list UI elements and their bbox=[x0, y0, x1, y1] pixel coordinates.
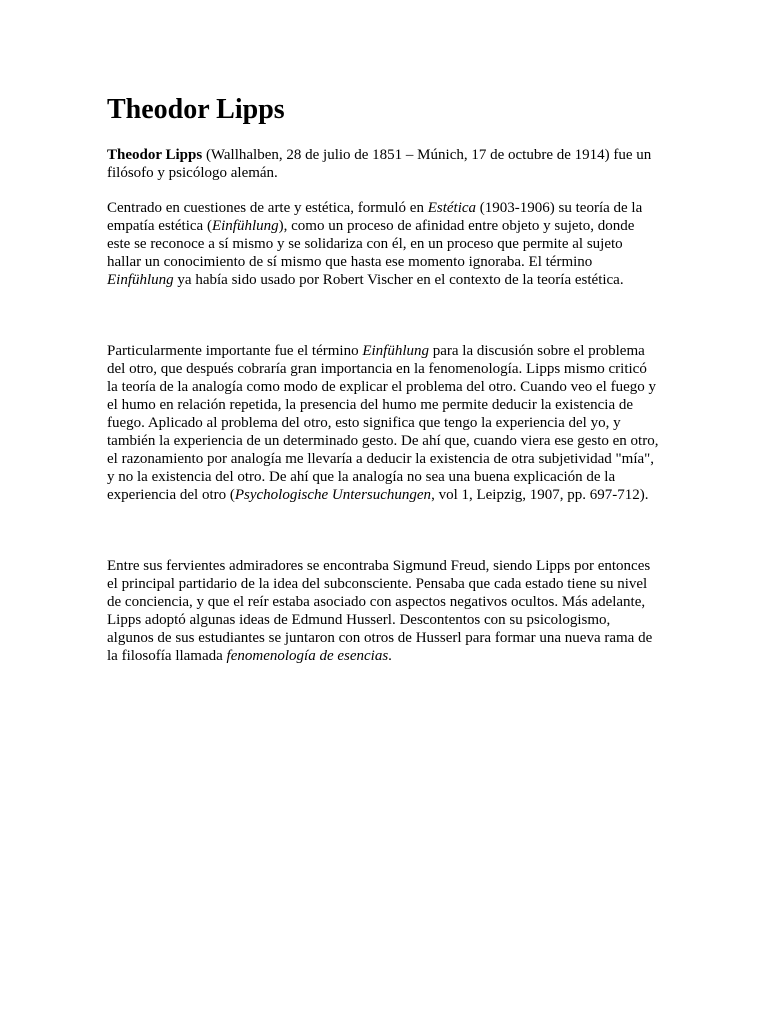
italic-term: Psychologische Untersuchungen bbox=[234, 487, 432, 503]
page-title: Theodor Lipps bbox=[107, 94, 285, 125]
text-line: algunos de sus estudiantes se juntaron con otros de Husserl para formar una nueva rama de bbox=[107, 630, 653, 646]
text-run: . bbox=[388, 648, 392, 664]
text-line bbox=[107, 342, 667, 360]
text-line bbox=[107, 647, 667, 665]
text-line: Entre sus fervientes admiradores se encontraba Sigmund Freud, siendo Lipps por entonces bbox=[107, 558, 651, 574]
text-run: (1903-1906) su teoría de la bbox=[476, 200, 643, 216]
italic-term: fenomenología de esencias bbox=[226, 648, 389, 664]
subject-name: Theodor Lipps bbox=[107, 147, 203, 163]
text-line: la teoría de la analogía como modo de explicar el problema del otro. Cuando veo el fuego y bbox=[107, 379, 656, 395]
text-run: experiencia del otro ( bbox=[107, 487, 235, 503]
text-run: ya había sido usado por Robert Vischer en el contexto de la teoría estética. bbox=[173, 272, 624, 288]
italic-term: Einfühlung bbox=[107, 272, 174, 288]
text-line: el humo en relación repetida, la presencia del humo me permite deducir la existencia de bbox=[107, 397, 634, 413]
text-run: Centrado en cuestiones de arte y estética, formuló en bbox=[107, 200, 428, 216]
text-run: ), como un proceso de afinidad entre objeto y sujeto, donde bbox=[278, 218, 635, 234]
text-run: (Wallhalben, 28 de julio de 1851 – Múnich, 17 de octubre de 1914) fue un bbox=[202, 147, 652, 163]
text-line: y no la existencia del otro. De ahí que la analogía no sea una buena explicación de la bbox=[107, 469, 616, 485]
text-line: del otro, que después cobraría gran importancia en la fenomenología. Lipps mismo criticó bbox=[107, 361, 647, 377]
intro-paragraph bbox=[107, 146, 667, 182]
text-line: el principal partidario de la idea del subconsciente. Pensaba que cada estado tiene su nivel bbox=[107, 576, 648, 592]
text-run: para la discusión sobre el problema bbox=[429, 343, 645, 359]
text-line: fuego. Aplicado al problema del otro, esto significa que tengo la experiencia del yo, y bbox=[107, 415, 621, 431]
text-line: hallar un conocimiento de sí mismo que hasta ese momento ignoraba. El término bbox=[107, 254, 593, 270]
text-run: empatía estética ( bbox=[107, 218, 212, 234]
text-line: este se reconoce a sí mismo y se solidariza con él, en un proceso que permite al sujeto bbox=[107, 236, 623, 252]
text-line bbox=[107, 217, 667, 235]
freud-paragraph bbox=[107, 557, 667, 665]
text-run: , vol 1, Leipzig, 1907, pp. 697-712). bbox=[431, 487, 649, 503]
italic-term: Estética bbox=[427, 200, 477, 216]
aesthetics-paragraph bbox=[107, 199, 667, 289]
text-line: de conciencia, y que el reír estaba asociado con aspectos negativos ocultos. Más adelante, bbox=[107, 594, 646, 610]
text-line bbox=[107, 199, 667, 217]
text-run: la filosofía llamada bbox=[107, 648, 227, 664]
text-line: el razonamiento por analogía me llevaría a deducir la existencia de otra subjetividad "mía", bbox=[107, 451, 655, 467]
empathy-paragraph bbox=[107, 342, 667, 504]
text-run: Particularmente importante fue el término bbox=[107, 343, 363, 359]
text-line: Lipps adoptó algunas ideas de Edmund Husserl. Descontentos con su psicologismo, bbox=[107, 612, 611, 628]
italic-term: Einfühlung bbox=[362, 343, 429, 359]
italic-term: Einfühlung bbox=[211, 218, 279, 234]
text-line bbox=[107, 486, 667, 504]
text-line bbox=[107, 271, 667, 289]
text-line: también la experiencia de un determinado gesto. De ahí que, cuando viera ese gesto en otro, bbox=[107, 433, 659, 449]
text-line: filósofo y psicólogo alemán. bbox=[107, 165, 278, 181]
text-line bbox=[107, 146, 667, 164]
